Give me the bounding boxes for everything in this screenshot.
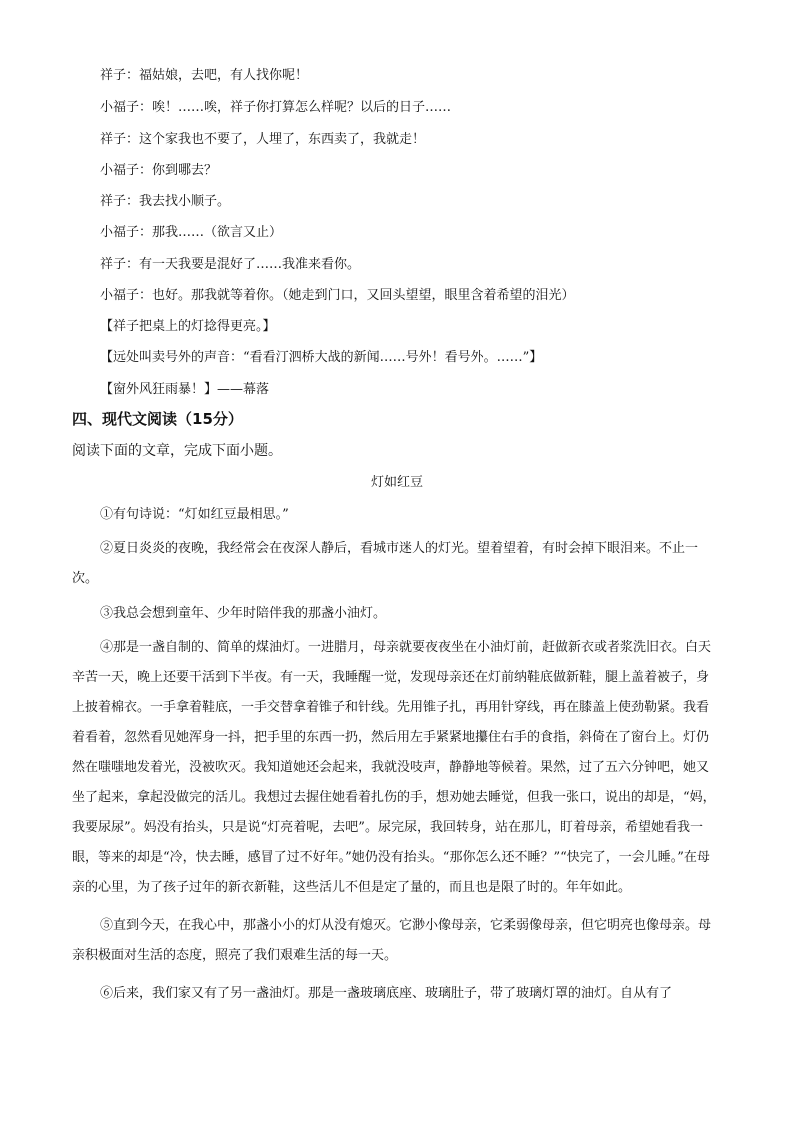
instruction-text: 阅读下面的文章，完成下面小题。 [72,443,282,459]
paragraph: ⑥后来，我们家又有了另一盏油灯。那是一盏玻璃底座、玻璃肚子，带了玻璃灯罩的油灯。自从有了 [100,986,673,1001]
stage-direction: 【窗外风狂雨暴！】——幕落 [100,382,270,397]
dialogue-line: 祥子：这个家我也不要了，人埋了，东西卖了，我就走！ [100,132,426,147]
paragraph: ①有句诗说：“灯如红豆最相思。” [100,507,289,522]
paragraph: ③我总会想到童年、少年时陪伴我的那盏小油灯。 [100,606,387,621]
stage-direction: 【远处叫卖号外的声音：“看看汀泗桥大战的新闻……号外！看号外。……”】 [100,350,543,365]
article-title: 灯如红豆 [370,475,423,490]
dialogue-line: 小福子：唉！……唉，祥子你打算怎么样呢？以后的日子…… [100,100,452,115]
dialogue-line: 祥子：福姑娘，去吧，有人找你呢！ [100,68,309,83]
section-heading: 四、现代文阅读（15分） [72,410,243,428]
paragraph: ④那是一盏自制的、简单的煤油灯。一进腊月，母亲就要夜夜坐在小油灯前，赶做新衣或者浆洗旧衣。白天辛苦一天，晚上还要干活到下半夜。有一天，我睡醒一觉，发现母亲还在灯前纳鞋底做新鞋，腿上盖着被子，身上披着棉衣。一手拿着鞋底，一手交替拿着锥子和针线。先用锥子扎，再用针穿线，再在膝盖上使劲勒紧。我看着看着，忽然看见她浑身一抖，把手里的东西一扔，然后用左手紧紧地攥住右手的食指，斜倚在了窗台上。灯仍然在嗤嗤地发着光，没被吹灭。我知道她还会起来，我就没吱声，静静地等候着。果然，过了五六分钟吧，她又坐了起来，拿起没做完的活儿。我想过去握住她看着扎伤的手，想劝她去睡觉，但我一张口，说出的却是，“妈，我要尿尿”。妈没有抬头，只是说“灯亮着呢，去吧”。尿完尿，我回转身，站在那儿，盯着母亲，希望她看我一眼，等来的却是“冷，快去睡，感冒了过不好年。”她仍没有抬头。“那你怎么还不睡？”“快完了，一会儿睡。”在母亲的心里，为了孩子过年的新衣新鞋，这些活儿不但是定了量的，而且也是限了时的。年年如此。 [72,640,716,895]
dialogue-line: 小福子：你到哪去？ [100,163,218,178]
paragraph: ②夏日炎炎的夜晚，我经常会在夜深人静后，看城市迷人的灯光。望着望着，有时会掉下眼泪来。不止一次。 [72,541,699,586]
dialogue-line: 祥子：有一天我要是混好了……我准来看你。 [100,257,361,272]
dialogue-line: 祥子：我去找小顺子。 [100,194,231,209]
stage-direction: 【祥子把桌上的灯捻得更亮。】 [100,319,276,334]
dialogue-line: 小福子：也好。那我就等着你。（她走到门口，又回头望望，眼里含着希望的泪光） [100,288,575,303]
article-body [72,503,720,1009]
paragraph: ⑤直到今天，在我心中，那盏小小的灯从没有熄灭。它渺小像母亲，它柔弱像母亲，但它明亮也像母亲。母亲积极面对生活的态度，照亮了我们艰难生活的每一天。 [72,918,712,963]
dialogue-line: 小福子：那我……（欲言又止） [100,225,283,240]
